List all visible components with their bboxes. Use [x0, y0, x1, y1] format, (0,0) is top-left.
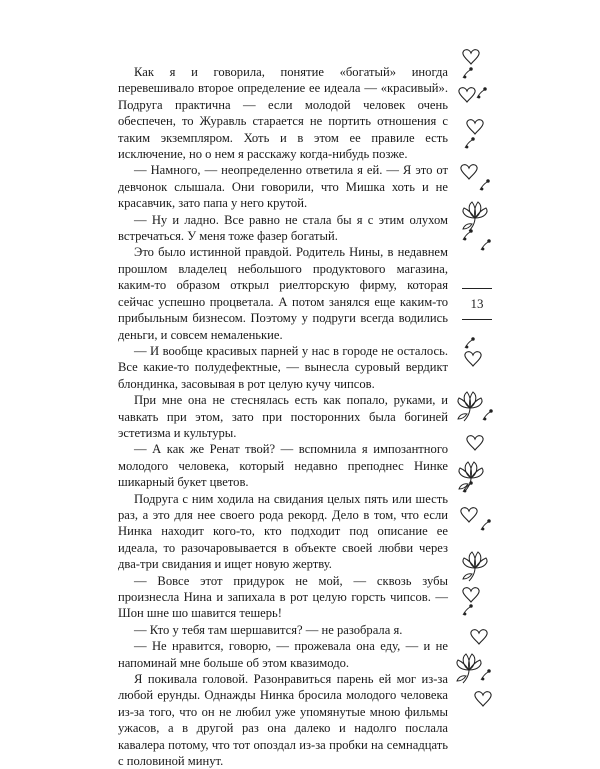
heart-icon — [475, 692, 491, 706]
flower-icon — [459, 462, 483, 491]
sprig-icon — [465, 338, 474, 348]
paragraph: Я покивала головой. Разонравиться парень ей мог из-за любой ерунды. Однажды Нинка бросила молодого человека из-за того, что он не любил уже упомянутые мною фильмы ужасов, а в другой раз она далеко и надолго послала кавалера потому, что тот опоздал из-за пробки на семнадцать с половиной минут. — [118, 672, 448, 769]
heart-icon — [465, 352, 481, 366]
paragraph: Подруга с ним ходила на свидания целых пять или шесть раз, а это для нее своего рода рекорд. Дело в том, что если Нинка находит кого-то, кто подходит под описание ее идеала, то разочаровывается в объекте своей любви через два-три свидания и ищет новую жертву. — [118, 491, 448, 572]
heart-icon — [467, 120, 483, 134]
paragraph: — И вообще красивых парней у нас в городе не осталось. Все какие-то полудефектные, — вынесла суровый вердикт блондинка, засовывая в рот целую кучу чипсов. — [118, 343, 448, 391]
heart-icon — [461, 165, 477, 179]
flower-icon — [457, 654, 481, 683]
page-number: 13 — [470, 296, 484, 311]
paragraph: — Вовсе этот придурок не мой, — сквозь зубы произнесла Нина и запихала в рот целую горсть чипсов. — Шон шне шо шавится тешерь! — [118, 573, 448, 621]
sprig-icon — [463, 482, 472, 492]
flower-icon — [463, 202, 487, 231]
sprig-icon — [463, 605, 472, 615]
sprig-icon — [463, 68, 472, 78]
flower-icon — [458, 392, 482, 421]
sprig-icon — [480, 180, 489, 190]
sprig-icon — [477, 88, 486, 98]
paragraph: — А как же Ренат твой? — вспомнила я импозантного молодого человека, который недавно преподнес Нинке шикарный букет цветов. — [118, 442, 448, 490]
sprig-icon — [463, 230, 472, 240]
paragraph: — Ну и ладно. Все равно не стала бы я с этим олухом встречаться. У меня тоже фазер богатый. — [118, 212, 448, 244]
margin-ornament — [455, 40, 515, 710]
heart-icon — [467, 436, 483, 450]
paragraph: При мне она не стеснялась есть как попало, руками, и чавкать при этом, зато при посторонних была богиней эстетизма и культуры. — [118, 393, 448, 440]
paragraph: Это было истинной правдой. Родитель Нины, в недавнем прошлом владелец небольшого продуктового магазина, каким-то образом открыл риелторскую фирму, которая сейчас успешно процветала. А потом занялся еще каким-то прибыльным бизнесом. Поэтому у подруги всегда водились деньги, и совсем немаленькие. — [118, 245, 448, 342]
flower-icon — [463, 552, 487, 581]
sprig-icon — [481, 520, 490, 530]
paragraph: — Кто у тебя там шершавится? — не разобрала я. — [134, 622, 403, 637]
heart-icon — [463, 588, 479, 602]
heart-icon — [471, 630, 487, 644]
sprig-icon — [481, 240, 490, 250]
paragraph: — Намного, — неопределенно ответила я ей. — Я это от девчонок слышала. Они говорили, что Мишка хоть и не красавчик, зато папа у него крутой. — [118, 163, 448, 211]
heart-icon — [461, 508, 477, 522]
heart-icon — [459, 88, 475, 102]
sprig-icon — [483, 410, 492, 420]
page-body — [118, 64, 448, 769]
heart-icon — [463, 50, 479, 64]
sprig-icon — [465, 138, 474, 148]
paragraph: — Не нравится, говорю, — прожевала она еду, — и не напоминай мне больше об этом квазимодо. — [118, 639, 448, 670]
paragraph: Как я и говорила, понятие «богатый» иногда перевешивало второе определение ее идеала — «красивый». Подруга практична — если молодой человек очень обеспечен, то Журавль старается не портить отношения с таким экземпляром. Хоть и в этом ее правиле есть исключение, но о нем я расскажу когда-нибудь позже. — [118, 65, 448, 162]
sprig-icon — [481, 670, 490, 680]
